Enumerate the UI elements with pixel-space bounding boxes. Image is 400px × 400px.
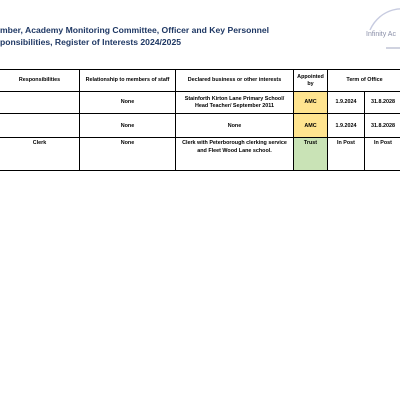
cell-declared-interests: Clerk with Peterborough clerking service and Fleet Wood Lane school.: [176, 138, 294, 171]
cell-appointed-by: AMC: [294, 114, 328, 138]
header-responsibilities: Responsibilities: [0, 70, 80, 92]
cell-relationship: None: [80, 138, 176, 171]
header-declared-interests: Declared business or other interests: [176, 70, 294, 92]
infinity-logo: [360, 0, 400, 60]
logo-text: Infinity Ac: [366, 31, 396, 38]
cell-declared-interests: Stainforth Kirton Lane Primary School/ Head Teacher/ September 2011: [176, 92, 294, 114]
cell-term-start: 1.9.2024: [328, 114, 365, 138]
cell-term-end: In Post: [365, 138, 400, 171]
cell-relationship: None: [80, 114, 176, 138]
register-table: [0, 69, 400, 171]
table-row: [0, 92, 400, 114]
cell-term-start: 1.9.2024: [328, 92, 365, 114]
title-line-1: mber, Academy Monitoring Committee, Officer and Key Personnel: [0, 25, 270, 35]
cell-responsibilities: [0, 114, 80, 138]
document-title: [0, 24, 269, 48]
cell-appointed-by: Trust: [294, 138, 328, 171]
cell-relationship: None: [80, 92, 176, 114]
header-relationship: Relationship to members of staff: [80, 70, 176, 92]
cell-responsibilities: [0, 92, 80, 114]
cell-term-end: 31.8.2028: [365, 92, 400, 114]
cell-term-end: 31.8.2028: [365, 114, 400, 138]
table-header-row: [0, 70, 400, 92]
logo-tagline: [386, 47, 400, 49]
cell-declared-interests: None: [176, 114, 294, 138]
table-row: [0, 114, 400, 138]
cell-appointed-by: AMC: [294, 92, 328, 114]
table-row: [0, 138, 400, 171]
header-appointed-by: Appointed by: [294, 70, 328, 92]
cell-term-start: In Post: [328, 138, 365, 171]
cell-responsibilities: Clerk: [0, 138, 80, 171]
title-line-2: ponsibilities, Register of Interests 2024/2025: [0, 37, 182, 47]
header-term-of-office: Term of Office: [328, 70, 400, 92]
